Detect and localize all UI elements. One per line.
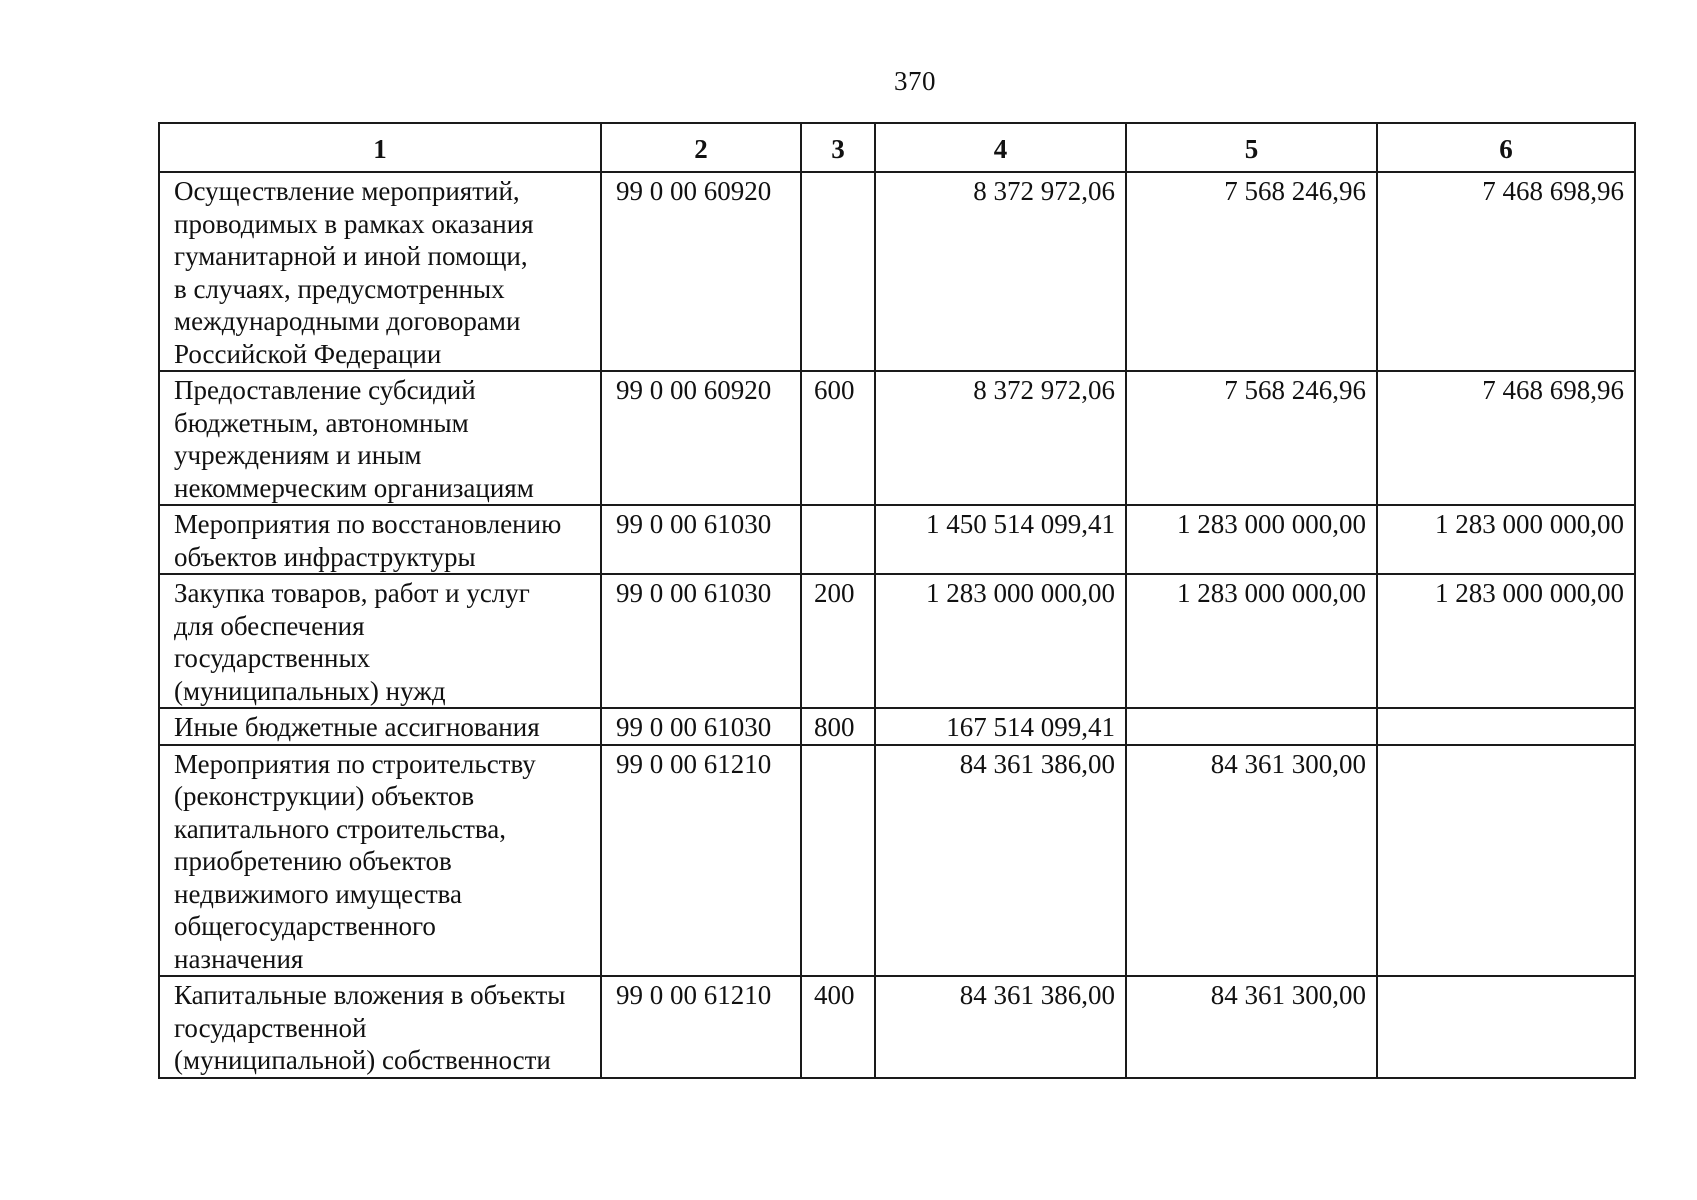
- table-header-row: [159, 123, 1635, 172]
- row-name-cell: [159, 745, 601, 977]
- row-name-line: Закупка товаров, работ и услуг: [174, 578, 530, 608]
- row-expense-type-cell: 600: [801, 371, 875, 505]
- row-name-line: государственной: [174, 1012, 367, 1043]
- row-value-col6-cell: [1377, 708, 1635, 745]
- row-name-line: недвижимого имущества: [174, 878, 462, 909]
- row-name-line: приобретению объектов: [174, 846, 452, 876]
- row-expense-type-cell: 400: [801, 976, 875, 1078]
- row-name-line: Мероприятия по строительству: [174, 748, 536, 779]
- row-value-col5-cell: 1 283 000 000,00: [1126, 505, 1377, 574]
- row-name-line: Мероприятия по восстановлению: [174, 509, 562, 539]
- page-number: 370: [894, 66, 936, 96]
- row-code-cell: 99 0 00 61210: [601, 976, 801, 1078]
- row-value-col6-cell: 7 468 698,96: [1377, 371, 1635, 505]
- row-expense-type-cell: [801, 745, 875, 977]
- row-name-line: Российской Федерации: [174, 338, 442, 369]
- row-value-col4-cell: 8 372 972,06: [875, 172, 1126, 371]
- row-value-col6-cell: 7 468 698,96: [1377, 172, 1635, 371]
- row-name-line: проводимых в рамках оказания: [174, 208, 534, 239]
- row-code-cell: 99 0 00 61030: [601, 574, 801, 708]
- row-name-cell: [159, 505, 601, 574]
- row-expense-type-cell: [801, 505, 875, 574]
- row-value-col6-cell: 1 283 000 000,00: [1377, 505, 1635, 574]
- table-body: [159, 172, 1635, 1078]
- row-code-cell: 99 0 00 61030: [601, 708, 801, 745]
- row-value-col4-cell: 1 283 000 000,00: [875, 574, 1126, 708]
- row-name-line: Осуществление мероприятий,: [174, 176, 520, 206]
- row-name-cell: [159, 172, 601, 371]
- row-name-line: Предоставление субсидий: [174, 375, 476, 405]
- row-value-col5-cell: 84 361 300,00: [1126, 745, 1377, 977]
- column-header-1: 1: [159, 123, 601, 172]
- column-header-3: 3: [801, 123, 875, 172]
- row-name-line: для обеспечения: [174, 610, 365, 641]
- row-name-line: назначения: [174, 943, 304, 974]
- row-name-line: государственных: [174, 643, 371, 673]
- table-row: [159, 976, 1635, 1078]
- column-header-2: 2: [601, 123, 801, 172]
- row-code-cell: 99 0 00 61210: [601, 745, 801, 977]
- column-header-5: 5: [1126, 123, 1377, 172]
- row-name-cell: [159, 708, 601, 745]
- column-header-6: 6: [1377, 123, 1635, 172]
- row-expense-type-cell: 800: [801, 708, 875, 745]
- row-code-cell: 99 0 00 61030: [601, 505, 801, 574]
- row-name-line: международными договорами: [174, 306, 521, 336]
- table-row: [159, 371, 1635, 505]
- row-name-line: капитального строительства,: [174, 813, 507, 844]
- row-value-col4-cell: 1 450 514 099,41: [875, 505, 1126, 574]
- row-name-line: (муниципальной) собственности: [174, 1045, 551, 1075]
- table-row: [159, 505, 1635, 574]
- row-name-line: (муниципальных) нужд: [174, 675, 446, 706]
- row-name-cell: [159, 371, 601, 505]
- table-row: [159, 708, 1635, 745]
- table-row: [159, 745, 1635, 977]
- budget-table: [158, 122, 1636, 1079]
- row-value-col4-cell: 8 372 972,06: [875, 371, 1126, 505]
- row-name-line: в случаях, предусмотренных: [174, 273, 505, 304]
- row-name-line: Капитальные вложения в объекты: [174, 980, 566, 1010]
- row-name-cell: [159, 976, 601, 1078]
- row-value-col5-cell: 7 568 246,96: [1126, 172, 1377, 371]
- row-value-col4-cell: 84 361 386,00: [875, 976, 1126, 1078]
- row-value-col5-cell: 7 568 246,96: [1126, 371, 1377, 505]
- row-value-col6-cell: 1 283 000 000,00: [1377, 574, 1635, 708]
- row-code-cell: 99 0 00 60920: [601, 371, 801, 505]
- row-name-line: Иные бюджетные ассигнования: [174, 712, 540, 742]
- row-expense-type-cell: [801, 172, 875, 371]
- row-name-line: общегосударственного: [174, 911, 436, 941]
- row-code-cell: 99 0 00 60920: [601, 172, 801, 371]
- row-value-col5-cell: 84 361 300,00: [1126, 976, 1377, 1078]
- row-name-line: гуманитарной и иной помощи,: [174, 241, 528, 271]
- row-name-line: объектов инфраструктуры: [174, 541, 476, 572]
- row-expense-type-cell: 200: [801, 574, 875, 708]
- row-value-col6-cell: [1377, 976, 1635, 1078]
- table-row: [159, 574, 1635, 708]
- row-name-line: бюджетным, автономным: [174, 407, 469, 438]
- row-value-col5-cell: 1 283 000 000,00: [1126, 574, 1377, 708]
- column-header-4: 4: [875, 123, 1126, 172]
- row-value-col6-cell: [1377, 745, 1635, 977]
- row-name-line: (реконструкции) объектов: [174, 781, 475, 811]
- row-name-cell: [159, 574, 601, 708]
- row-name-line: некоммерческим организациям: [174, 472, 534, 503]
- table-row: [159, 172, 1635, 371]
- row-value-col5-cell: [1126, 708, 1377, 745]
- row-value-col4-cell: 84 361 386,00: [875, 745, 1126, 977]
- row-value-col4-cell: 167 514 099,41: [875, 708, 1126, 745]
- row-name-line: учреждениям и иным: [174, 440, 422, 470]
